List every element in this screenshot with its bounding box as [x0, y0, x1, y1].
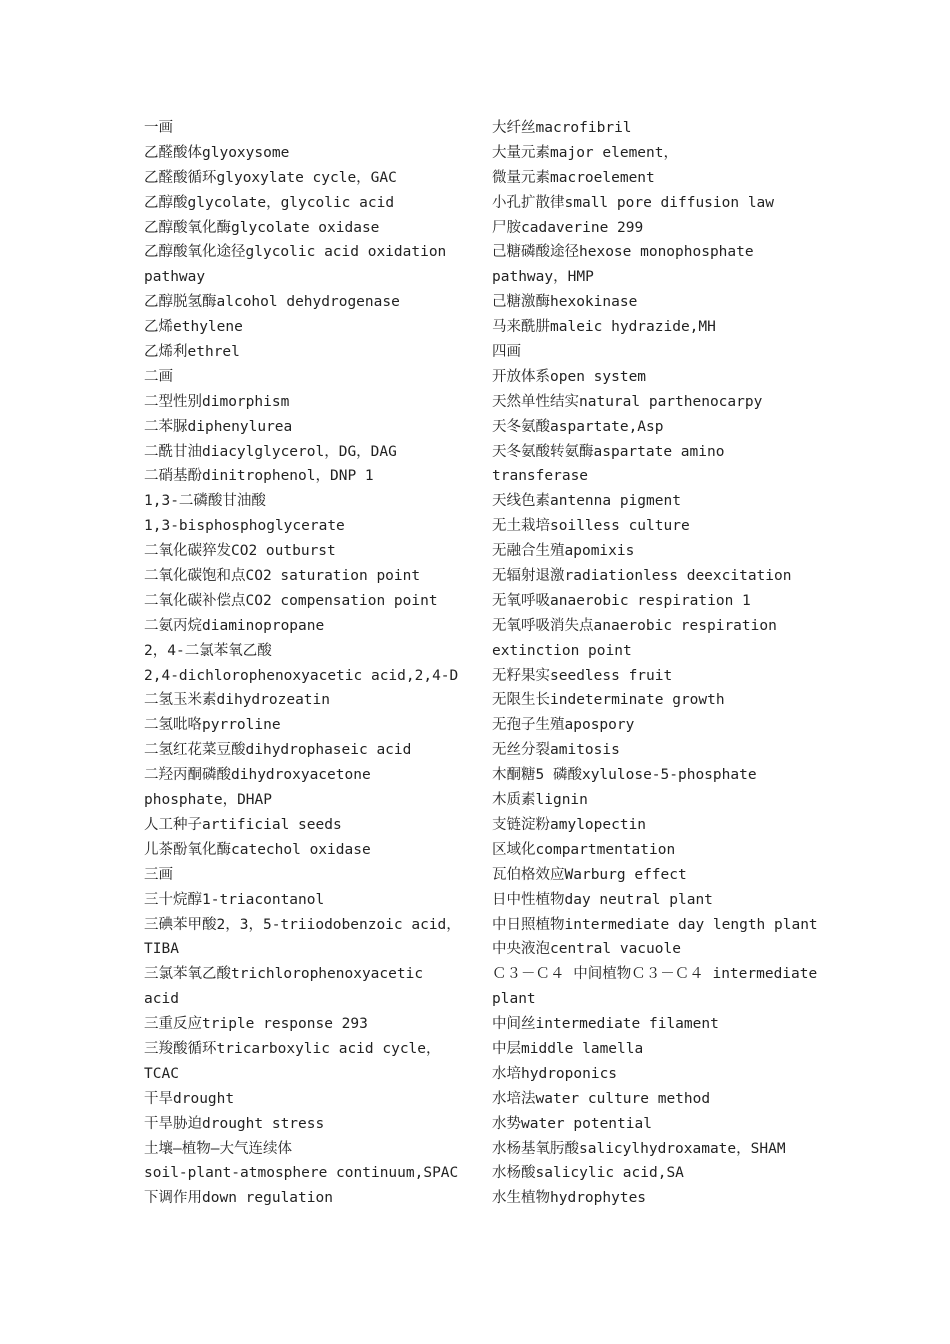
glossary-line: 天线色素antenna pigment — [492, 493, 681, 510]
glossary-line: 尸胺cadaverine 299 — [492, 219, 644, 236]
glossary-line: 无限生长indeterminate growth — [492, 692, 725, 709]
glossary-line: 无氧呼吸消失点anaerobic respiration — [492, 617, 777, 634]
glossary-line: 二画 — [144, 368, 173, 385]
glossary-line: 天冬氨酸转氨酶aspartate amino — [492, 443, 725, 460]
glossary-line: 区域化compartmentation — [492, 841, 676, 858]
glossary-line: 干旱drought — [144, 1090, 235, 1107]
glossary-line: 一画 — [144, 120, 173, 136]
glossary-line: TCAC — [144, 1065, 179, 1082]
glossary-line: 2，4-二氯苯氧乙酸 — [144, 642, 272, 659]
glossary-line: 支链淀粉amylopectin — [492, 816, 647, 833]
glossary-right-column — [492, 116, 822, 1211]
glossary-line: 干旱胁迫drought stress — [144, 1115, 325, 1132]
glossary-line: 下调作用down regulation — [144, 1190, 333, 1207]
glossary-line: 乙烯利ethrel — [144, 344, 240, 361]
glossary-line: 三氯苯氧乙酸trichlorophenoxyacetic — [144, 966, 424, 983]
glossary-line: 水生植物hydrophytes — [492, 1190, 647, 1207]
glossary-line: 乙醛酸循环glyoxylate cycle，GAC — [144, 169, 397, 186]
glossary-line: 二羟丙酮磷酸dihydroxyacetone — [144, 767, 371, 784]
glossary-line: 水培法water culture method — [492, 1090, 711, 1107]
glossary-line: 无籽果实seedless fruit — [492, 667, 673, 684]
glossary-line: 中层middle lamella — [492, 1040, 644, 1057]
glossary-line: 中央液泡central vacuole — [492, 941, 681, 958]
glossary-line: 二酰甘油diacylglycerol，DG，DAG — [144, 443, 397, 460]
glossary-line: 乙醇酸氧化途径glycolic acid oxidation — [144, 244, 447, 261]
glossary-line: 微量元素macroelement — [492, 169, 655, 186]
glossary-line: 木酮糖5 磷酸xylulose-5-phosphate — [492, 767, 757, 784]
glossary-line: phosphate，DHAP — [144, 792, 272, 809]
glossary-line: 二苯脲diphenylurea — [144, 418, 293, 435]
glossary-line: 儿茶酚氧化酶catechol oxidase — [144, 841, 371, 858]
glossary-line: 四画 — [492, 344, 521, 361]
glossary-line: 中间丝intermediate filament — [492, 1016, 719, 1033]
glossary-line: 1,3-二磷酸甘油酸 — [144, 493, 266, 510]
glossary-line: 天冬氨酸aspartate,Asp — [492, 418, 664, 435]
glossary-line: pathway — [144, 269, 206, 286]
glossary-line: 水势water potential — [492, 1115, 652, 1132]
glossary-line: 日中性植物day neutral plant — [492, 891, 713, 908]
glossary-line: soil-plant-atmosphere continuum,SPAC — [144, 1165, 459, 1182]
glossary-line: 小孔扩散律small pore diffusion law — [492, 194, 775, 211]
glossary-line: 1,3-bisphosphoglycerate — [144, 518, 345, 535]
glossary-line: 马来酰肼maleic hydrazide,MH — [492, 319, 716, 336]
glossary-line: 水杨酸salicylic acid,SA — [492, 1165, 684, 1182]
glossary-line: 乙醇酸氧化酶glycolate oxidase — [144, 219, 380, 236]
glossary-line: 乙烯ethylene — [144, 319, 243, 336]
glossary-line: 二氧化碳猝发CO2 outburst — [144, 543, 336, 560]
glossary-line: 天然单性结实natural parthenocarpy — [492, 393, 763, 410]
glossary-line: 大量元素major element， — [492, 144, 678, 161]
glossary-line: 三碘苯甲酸2，3，5-triiodobenzoic acid， — [144, 916, 461, 933]
glossary-line: 二氧化碳饱和点CO2 saturation point — [144, 568, 421, 585]
glossary-line: 水培hydroponics — [492, 1065, 618, 1082]
glossary-line: 无孢子生殖apospory — [492, 717, 635, 734]
glossary-line: transferase — [492, 468, 589, 485]
glossary-line: 水杨基氧肟酸salicylhydroxamate，SHAM — [492, 1140, 786, 1157]
glossary-line: 二氨丙烷diaminopropane — [144, 617, 325, 634]
glossary-line: acid — [144, 991, 179, 1008]
glossary-line: Ｃ３－Ｃ４ 中间植物Ｃ３－Ｃ４ intermediate — [492, 966, 818, 983]
glossary-line: 二氢玉米素dihydrozeatin — [144, 692, 330, 709]
glossary-line: 无丝分裂amitosis — [492, 742, 620, 759]
glossary-line: extinction point — [492, 642, 632, 659]
glossary-line: 开放体系open system — [492, 368, 647, 385]
glossary-line: TIBA — [144, 941, 179, 958]
glossary-line: 无辐射退激radiationless deexcitation — [492, 568, 792, 585]
glossary-line: 无土栽培soilless culture — [492, 518, 690, 535]
glossary-line: 三羧酸循环tricarboxylic acid cycle， — [144, 1040, 441, 1057]
glossary-line: 瓦伯格效应Warburg effect — [492, 866, 687, 883]
glossary-line: 人工种子artificial seeds — [144, 816, 342, 833]
glossary-line: 己糖磷酸途径hexose monophosphate — [492, 244, 754, 261]
glossary-line: 无融合生殖apomixis — [492, 543, 635, 560]
glossary-left-column — [144, 116, 474, 1211]
glossary-line: 三重反应triple response 293 — [144, 1016, 368, 1033]
glossary-line: 乙醇脱氢酶alcohol dehydrogenase — [144, 294, 400, 311]
glossary-line: 己糖激酶hexokinase — [492, 294, 638, 311]
glossary-line: pathway，HMP — [492, 269, 594, 286]
glossary-line: 2,4-dichlorophenoxyacetic acid,2,4-D — [144, 667, 459, 684]
glossary-line: 乙醛酸体glyoxysome — [144, 144, 290, 161]
glossary-line: 三画 — [144, 866, 173, 883]
glossary-line: 乙醇酸glycolate，glycolic acid — [144, 194, 395, 211]
glossary-line: 二氢红花菜豆酸dihydrophaseic acid — [144, 742, 412, 759]
glossary-line: 二型性别dimorphism — [144, 393, 290, 410]
glossary-line: 二氢吡咯pyrroline — [144, 717, 281, 734]
glossary-line: 三十烷醇1-triacontanol — [144, 891, 325, 908]
glossary-line: 大纤丝macrofibril — [492, 120, 632, 136]
glossary-line: 中日照植物intermediate day length plant — [492, 916, 818, 933]
glossary-line: 木质素lignin — [492, 792, 588, 809]
glossary-line: 土壤—植物—大气连续体 — [144, 1140, 292, 1157]
glossary-line: plant — [492, 991, 536, 1008]
glossary-line: 二硝基酚dinitrophenol，DNP 1 — [144, 468, 374, 485]
glossary-line: 无氧呼吸anaerobic respiration 1 — [492, 592, 751, 609]
glossary-line: 二氧化碳补偿点CO2 compensation point — [144, 592, 438, 609]
